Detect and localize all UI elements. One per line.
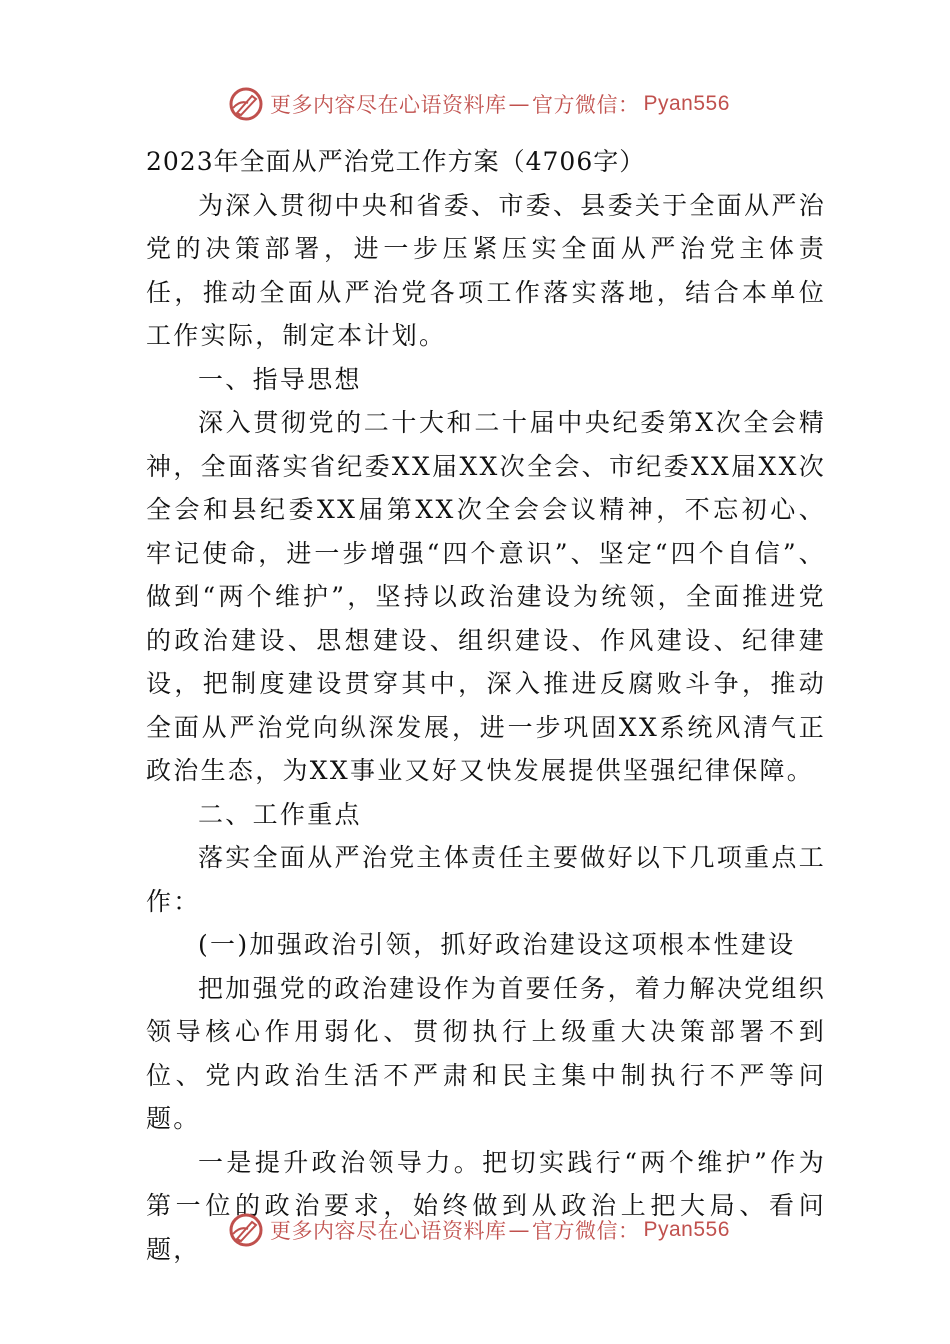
watermark-banner-top (228, 84, 730, 124)
watermark-text: 更多内容尽在心语资料库 (270, 93, 507, 117)
watermark-wechat-id: Pyan556 (643, 92, 730, 115)
paragraph-work-focus: 落实全面从严治党主体责任主要做好以下几项重点工作： (146, 843, 826, 916)
paragraph-political-leadership: 一是提升政治领导力。把切实践行“两个维护”作为第一位的政治要求，始终做到从政治上把大局、看问题， (146, 1147, 826, 1264)
document-body (146, 140, 826, 1271)
section-heading-guiding-thought: 一、指导思想 (198, 364, 362, 394)
document-title: 2023年全面从严治党工作方案（4706字） (146, 147, 646, 176)
pen-logo-icon (228, 1212, 264, 1248)
watermark-dash: — (508, 1218, 530, 1242)
watermark-text: 更多内容尽在心语资料库 (270, 1219, 507, 1243)
pen-logo-icon (228, 86, 264, 122)
section-heading-work-focus: 二、工作重点 (198, 799, 362, 829)
watermark-wechat-id: Pyan556 (643, 1218, 730, 1241)
watermark-banner-bottom (228, 1210, 730, 1250)
watermark-suffix: 官方微信： (532, 93, 640, 117)
watermark-suffix: 官方微信： (532, 1219, 640, 1243)
paragraph-guiding-thought: 深入贯彻党的二十大和二十届中央纪委第X次全会精神，全面落实省纪委XX届XX次全会、市纪委XX届XX次全会和县纪委XX届第XX次全会会议精神，不忘初心、牢记使命，进一步增强“四个意识”、坚定“四个自信”、做到“两个维护”，坚持以政治建设为统领，全面推进党的政治建设、思想建设、组织建设、作风建设、纪律建设，把制度建设贯穿其中，深入推进反腐败斗争，推动全面从严治党向纵深发展，进一步巩固XX系统风清气正政治生态，为XX事业又好又快发展提供坚强纪律保障。 (146, 408, 826, 785)
paragraph-intro: 为深入贯彻中央和省委、市委、县委关于全面从严治党的决策部署，进一步压紧压实全面从严治党主体责任，推动全面从严治党各项工作落实落地，结合本单位工作实际，制定本计划。 (146, 190, 826, 350)
subsection-heading-political-guidance: (一)加强政治引领，抓好政治建设这项根本性建设 (198, 930, 796, 959)
watermark-dash: — (508, 92, 530, 116)
paragraph-political-construction: 把加强党的政治建设作为首要任务，着力解决党组织领导核心作用弱化、贯彻执行上级重大决策部署不到位、党内政治生活不严肃和民主集中制执行不严等问题。 (146, 973, 826, 1133)
